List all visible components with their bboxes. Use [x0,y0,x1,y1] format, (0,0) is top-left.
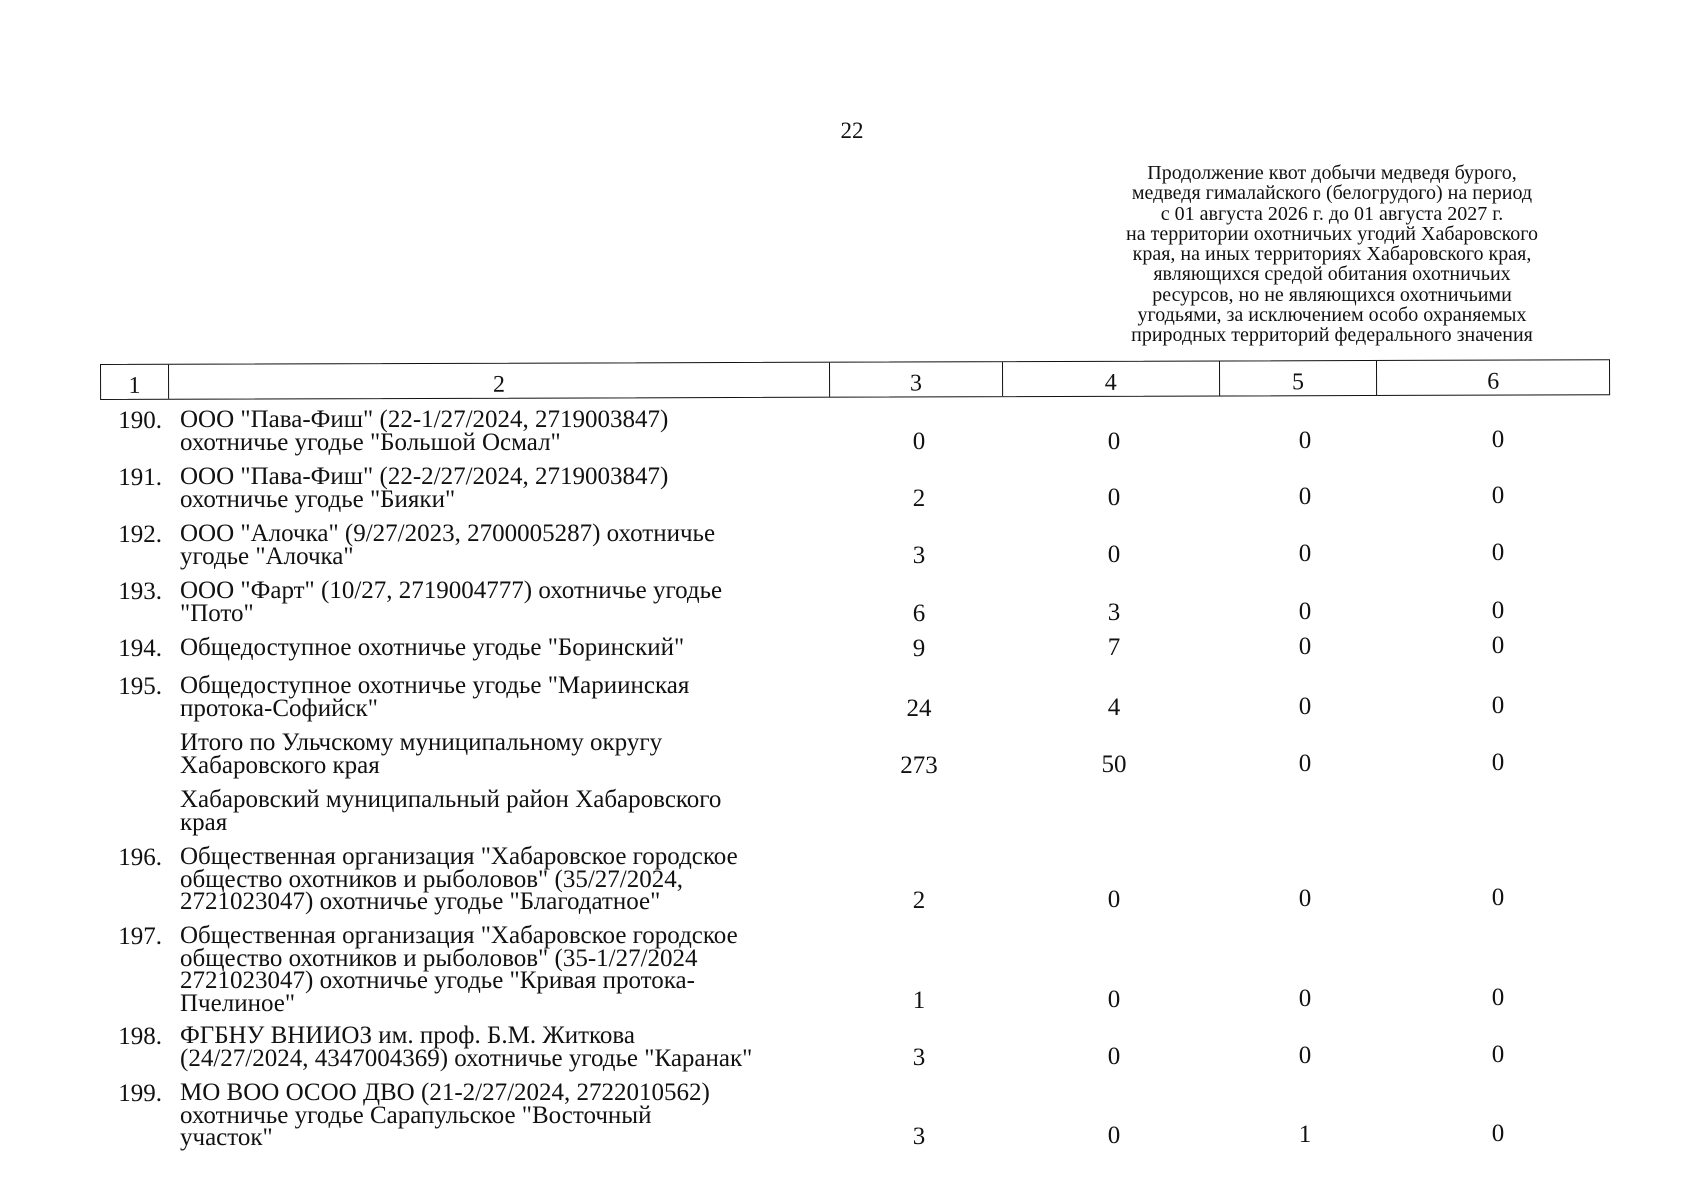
row-name-line: ООО "Алочка" (9/27/2023, 2700005287) охотничье [180,520,716,547]
row-number: 198. [118,1023,162,1050]
row-name-line: охотничье угодье "Большой Осмал" [180,428,561,456]
header-line: с 01 августа 2026 г. до 01 августа 2027 г. [1160,202,1504,225]
row-number: 193. [118,578,162,605]
row-name-line: Общественная организация "Хабаровское городское [180,922,738,949]
value-col-5: 0 [1298,1042,1312,1069]
value-col-5: 0 [1298,540,1312,567]
header-line: Продолжение квот добычи медведя бурого, [1147,162,1517,184]
value-col-4: 0 [1107,1122,1121,1149]
value-col-4: 0 [1107,986,1121,1013]
row-number: 192. [118,521,162,548]
value-col-3: 9 [912,635,926,662]
row-number: 194. [118,635,162,662]
row-number: 195. [118,673,162,700]
header-line: ресурсов, но не являющихся охотничьими [1152,283,1512,306]
column-header-1: 1 [101,365,169,399]
row-number: 197. [118,923,162,950]
value-col-3: 1 [912,987,926,1014]
row-name-line: протока-Софийск" [180,694,378,722]
value-col-6: 0 [1491,426,1505,453]
value-col-5: 0 [1298,750,1312,777]
value-col-3: 6 [912,600,926,627]
value-col-4: 4 [1107,694,1121,721]
row-name [180,672,870,722]
row-name-line: охотничье угодье Сарапульское "Восточный [180,1101,652,1129]
value-col-5: 0 [1298,885,1312,912]
row-name-line: Пчелиное" [180,989,296,1017]
value-col-3: 3 [912,1123,926,1150]
row-name-line: 2721023047) охотничье угодье "Кривая протока- [180,967,695,994]
row-name [180,1022,870,1072]
value-col-5: 0 [1298,483,1312,510]
header-line: природных территорий федерального значения [1131,324,1533,347]
row-name-line: охотничье угодье "Бияки" [180,485,456,513]
row-name-line: ООО "Фарт" (10/27, 2719004777) охотничье угодье [180,577,723,604]
row-name [180,1079,870,1151]
column-header-2: 2 [169,363,830,399]
value-col-3: 3 [912,1044,926,1071]
value-col-6: 0 [1491,539,1505,566]
column-header-6: 6 [1487,368,1500,395]
row-name-line: 2721023047) охотничье угодье "Благодатное" [180,888,661,915]
row-number: 191. [118,464,162,491]
value-col-5: 0 [1298,598,1312,625]
row-name [180,406,870,456]
row-name-line: края [180,808,228,836]
row-name [180,577,870,627]
value-col-5: 0 [1298,693,1312,720]
value-col-3: 273 [900,752,938,779]
column-header-3: 3 [830,362,1003,397]
row-name-line: Общедоступное охотничье угодье "Мариинская [180,672,690,699]
value-col-3: 3 [912,542,926,569]
row-name-line: (24/27/2024, 4347004369) охотничье угодье "Каранак" [180,1044,753,1072]
value-col-3: 2 [912,485,926,512]
row-name-line: "Пото" [180,599,254,627]
value-col-5: 0 [1298,633,1312,660]
value-col-6: 0 [1491,1041,1505,1068]
value-col-6: 0 [1491,884,1505,911]
row-name [180,786,870,836]
row-name-line: Итого по Ульчскому муниципальному округу [180,729,663,756]
column-header-4: 4 [1003,361,1220,396]
value-col-4: 0 [1107,428,1121,455]
header-block [1062,163,1602,346]
row-name [180,922,870,1017]
row-name [180,463,870,513]
value-col-6: 0 [1491,632,1505,659]
value-col-6: 0 [1491,1120,1505,1147]
value-col-6: 0 [1491,692,1505,719]
value-col-4: 50 [1101,751,1127,778]
row-name [180,520,870,570]
row-name-line: угодье "Алочка" [180,542,354,570]
value-col-4: 3 [1107,599,1121,626]
value-col-4: 0 [1107,484,1121,511]
value-col-4: 0 [1107,886,1121,913]
header-line: медведя гималайского (белогрудого) на период [1131,182,1533,205]
value-col-5: 0 [1298,427,1312,454]
row-name-line: участок" [180,1124,273,1151]
value-col-4: 0 [1107,541,1121,568]
row-name-line: ООО "Пава-Фиш" (22-2/27/2024, 2719003847) [180,463,669,490]
value-col-3: 24 [906,695,932,722]
row-name-line: Общественная организация "Хабаровское городское [180,843,738,870]
value-col-6: 0 [1491,597,1505,624]
value-col-6: 0 [1491,749,1505,776]
header-line: края, на иных территориях Хабаровского края, [1132,243,1532,266]
row-name-line: Общедоступное охотничье угодье "Боринский" [180,634,685,661]
row-number: 196. [118,844,162,871]
row-name-line: ООО "Пава-Фиш" (22-1/27/2024, 2719003847) [180,406,669,433]
column-header-5: 5 [1220,361,1378,395]
header-line: угодьями, за исключением особо охраняемых [1137,304,1527,327]
row-name [180,634,870,661]
header-line: являющихся средой обитания охотничьих [1153,263,1511,286]
value-col-5: 0 [1298,985,1312,1012]
row-name [180,729,870,779]
row-name-line: Хабаровский муниципальный район Хабаровского [180,786,722,813]
value-col-6: 0 [1491,984,1505,1011]
value-col-6: 0 [1491,482,1505,509]
row-name-line: общество охотников и рыболовов" (35-1/27/2024 [180,944,698,972]
value-col-4: 7 [1107,634,1121,661]
value-col-5: 1 [1298,1121,1312,1148]
value-col-4: 0 [1107,1043,1121,1070]
value-col-3: 0 [912,428,926,455]
row-name [180,843,870,915]
row-name-line: ФГБНУ ВНИИОЗ им. проф. Б.М. Житкова [180,1022,635,1049]
row-name-line: Хабаровского края [180,751,380,779]
row-number: 199. [118,1080,162,1107]
row-number: 190. [118,407,162,434]
row-name-line: общество охотников и рыболовов" (35/27/2024, [180,865,683,893]
header-line: на территории охотничьих угодий Хабаровского [1126,222,1538,245]
page-number: 22 [840,118,864,143]
row-name-line: МО ВОО ОСОО ДВО (21-2/27/2024, 2722010562) [180,1079,710,1106]
column-header-row [100,359,1610,400]
value-col-3: 2 [912,887,926,914]
